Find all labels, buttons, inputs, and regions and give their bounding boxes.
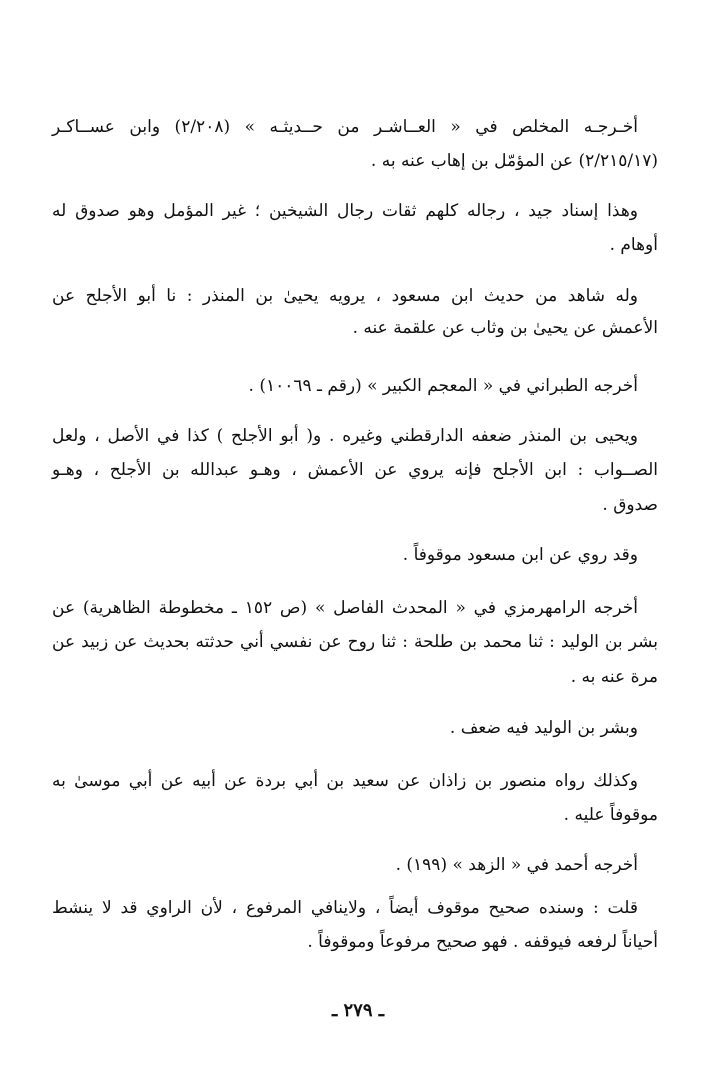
text-line: أخرجه أحمد في « الزهد » (١٩٩) . [395, 855, 638, 875]
text-line: وبشر بن الوليد فيه ضعف . [449, 718, 638, 738]
text-line: بشر بن الوليد : ثنا محمد بن طلحة : ثنا روح عن نفسي أني حدثته بحديث عن زبيد عن [52, 632, 658, 652]
text-line: وكذلك رواه منصور بن زاذان عن سعيد بن أبي بردة عن أبيه عن أبي موسىٰ به [52, 771, 638, 791]
text-line: وقد روي عن ابن مسعود موقوفاً . [402, 545, 638, 565]
text-line: أوهام . [609, 235, 658, 255]
text-line: وله شاهد من حديث ابن مسعود ، يرويه يحيىٰ بن المنذر : نا أبو الأجلح عن [52, 286, 638, 306]
page-number: ـ ٢٧٩ ـ [331, 1000, 385, 1021]
text-line: أخرجه الرامهرمزي في « المحدث الفاصل » (ص ١٥٢ ـ مخطوطة الظاهرية) عن [52, 598, 638, 618]
text-line: موقوفاً عليه . [563, 805, 658, 825]
text-line: قلت : وسنده صحيح موقوف أيضاً ، ولاينافي المرفوع ، لأن الراوي قد لا ينشط [52, 898, 638, 918]
text-line: الصــواب : ابن الأجلح فإنه يروي عن الأعمش ، وهـو عبدالله بن الأجلح ، وهـو [52, 460, 658, 480]
text-line: أحياناً لرفعه فيوقفه . فهو صحيح مرفوعاً وموقوفاً . [307, 932, 658, 952]
text-line: ويحيى بن المنذر ضعفه الدارقطني وغيره . و( أبو الأجلح ) كذا في الأصل ، ولعل [52, 426, 638, 446]
text-line: أخرجه الطبراني في « المعجم الكبير » (رقم ـ ١٠٠٦٩) . [248, 376, 638, 396]
text-line: أخـرجـه المخلص في « العــاشـر من حــديثـه » (٢/٢٠٨) وابن عســاكـر [52, 117, 639, 137]
text-line: (٢/٢١٥/١٧) عن المؤمّل بن إهاب عنه به . [370, 151, 658, 171]
text-line: صدوق . [602, 495, 658, 515]
text-line: مرة عنه به . [570, 667, 658, 687]
text-line: الأعمش عن يحيىٰ بن وثاب عن علقمة عنه . [352, 318, 658, 338]
text-line: وهذا إسناد جيد ، رجاله كلهم ثقات رجال الشيخين ؛ غير المؤمل وهو صدوق له [52, 201, 638, 221]
